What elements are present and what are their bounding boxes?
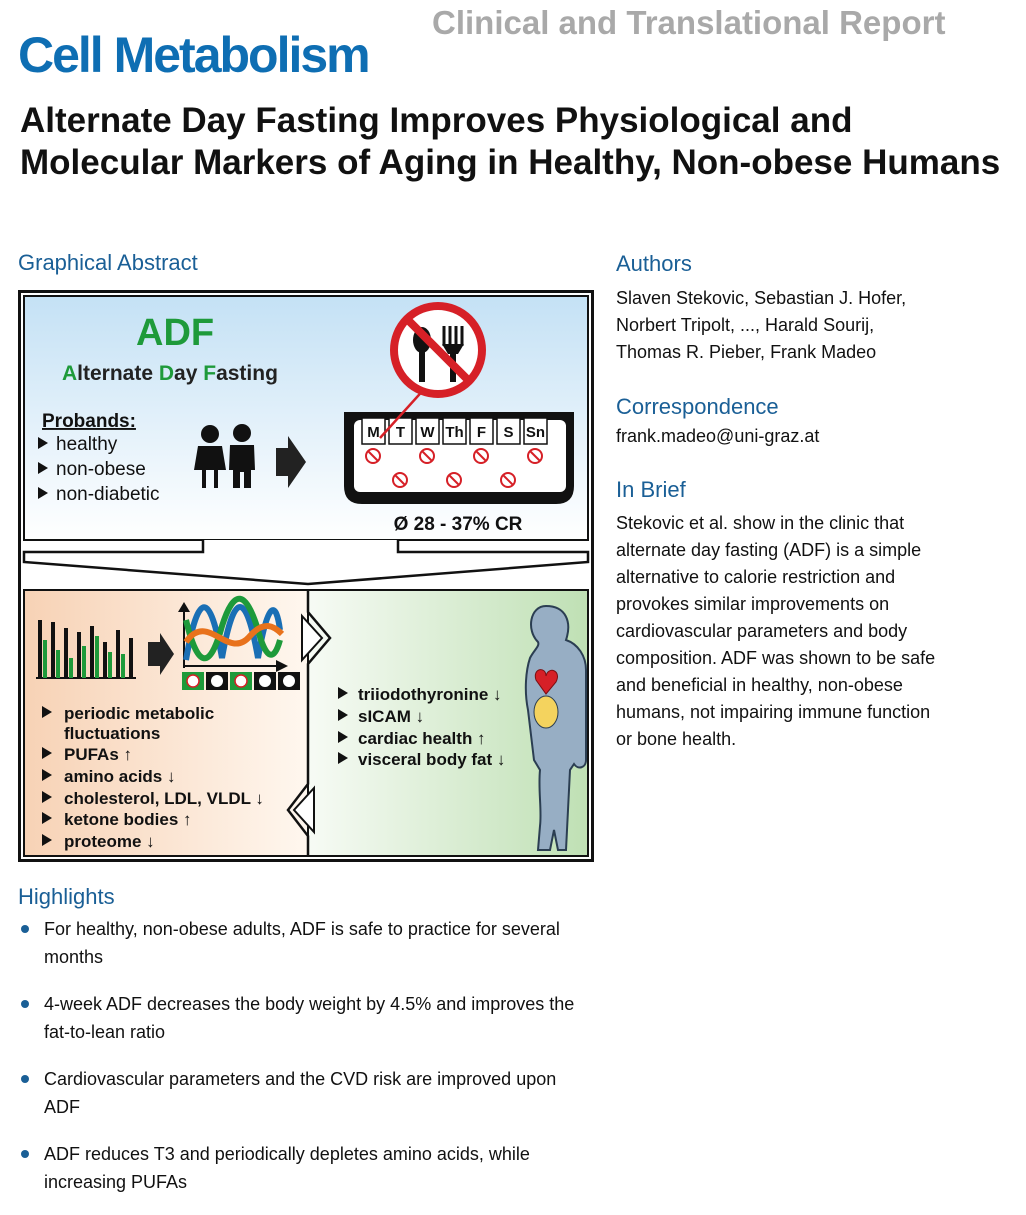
author-line: Slaven Stekovic, Sebastian J. Hofer,	[616, 288, 907, 308]
highlight-item: ADF reduces T3 and periodically depletes amino acids, while increasing PUFAs	[18, 1140, 578, 1196]
bullet-icon	[21, 1000, 29, 1008]
bullet-icon	[21, 1075, 29, 1083]
proband-item: non-obese	[56, 459, 146, 480]
probands-heading: Probands:	[42, 411, 136, 432]
svg-text:T: T	[395, 424, 406, 441]
calorie-restriction-label: Ø 28 - 37% CR	[393, 514, 523, 535]
in-brief-line: cardiovascular parameters and body	[616, 621, 908, 641]
graphical-abstract-heading: Graphical Abstract	[18, 250, 198, 275]
svg-text:Th: Th	[445, 424, 464, 441]
proband-item: healthy	[56, 434, 118, 455]
effect-item: ketone bodies ↑	[64, 810, 192, 829]
bullet-icon	[21, 1150, 29, 1158]
in-brief-line: humans, not impairing immune function	[616, 702, 931, 722]
effect-item: triiodothyronine ↓	[358, 685, 502, 704]
effect-item: cholesterol, LDL, VLDL ↓	[64, 789, 264, 808]
calendar-days	[362, 418, 547, 444]
in-brief-line: alternative to calorie restriction and	[616, 567, 896, 587]
svg-text:F: F	[476, 424, 487, 441]
bullet-icon	[21, 925, 29, 933]
in-brief-line: Stekovic et al. show in the clinic that	[616, 513, 905, 533]
adf-full-name: Alternate Day Fasting	[62, 362, 278, 385]
author-line: Thomas R. Pieber, Frank Madeo	[616, 342, 877, 362]
effect-item: amino acids ↓	[64, 767, 176, 786]
in-brief-line: or bone health.	[616, 729, 737, 749]
effect-item: PUFAs ↑	[64, 745, 133, 764]
in-brief-line: provokes similar improvements on	[616, 594, 890, 614]
meal-fasting-icons	[182, 672, 300, 690]
proband-item: non-diabetic	[56, 484, 160, 505]
journal-name: Cell Metabolism	[18, 27, 369, 83]
article-title: Alternate Day Fasting Improves Physiological and Molecular Markers of Aging in Healthy, Non-obese Humans	[20, 101, 1001, 182]
correspondence-heading: Correspondence	[616, 394, 779, 419]
in-brief-text	[616, 510, 935, 753]
effect-item: proteome ↓	[64, 832, 155, 851]
effect-item: cardiac health ↑	[358, 729, 486, 748]
in-brief-line: composition. ADF was shown to be safe	[616, 648, 936, 668]
highlights-heading: Highlights	[18, 884, 115, 909]
highlight-item: Cardiovascular parameters and the CVD risk are improved upon ADF	[18, 1065, 578, 1121]
authors-heading: Authors	[616, 251, 692, 276]
author-line: Norbert Tripolt, ..., Harald Sourij,	[616, 315, 875, 335]
highlight-item: For healthy, non-obese adults, ADF is safe to practice for several months	[18, 915, 578, 971]
svg-text:W: W	[420, 424, 435, 441]
effect-item: visceral body fat ↓	[358, 750, 506, 769]
graphical-abstract-figure	[18, 290, 594, 862]
highlights-list	[18, 915, 578, 1215]
highlight-item: 4-week ADF decreases the body weight by 4.5% and improves the fat-to-lean ratio	[18, 990, 578, 1046]
svg-text:M: M	[367, 424, 380, 441]
report-type: Clinical and Translational Report	[432, 4, 946, 41]
svg-text:Sn: Sn	[525, 424, 546, 441]
in-brief-line: and beneficial in healthy, non-obese	[616, 675, 903, 695]
adf-acronym: ADF	[136, 312, 215, 354]
in-brief-line: alternate day fasting (ADF) is a simple	[616, 540, 922, 560]
svg-text:S: S	[503, 424, 514, 441]
effect-item: fluctuations	[64, 724, 161, 743]
effect-item: periodic metabolic	[64, 704, 215, 723]
effect-item: sICAM ↓	[358, 707, 425, 726]
correspondence-email[interactable]: frank.madeo@uni-graz.at	[616, 426, 820, 446]
in-brief-heading: In Brief	[616, 477, 686, 502]
authors-list	[616, 285, 906, 366]
